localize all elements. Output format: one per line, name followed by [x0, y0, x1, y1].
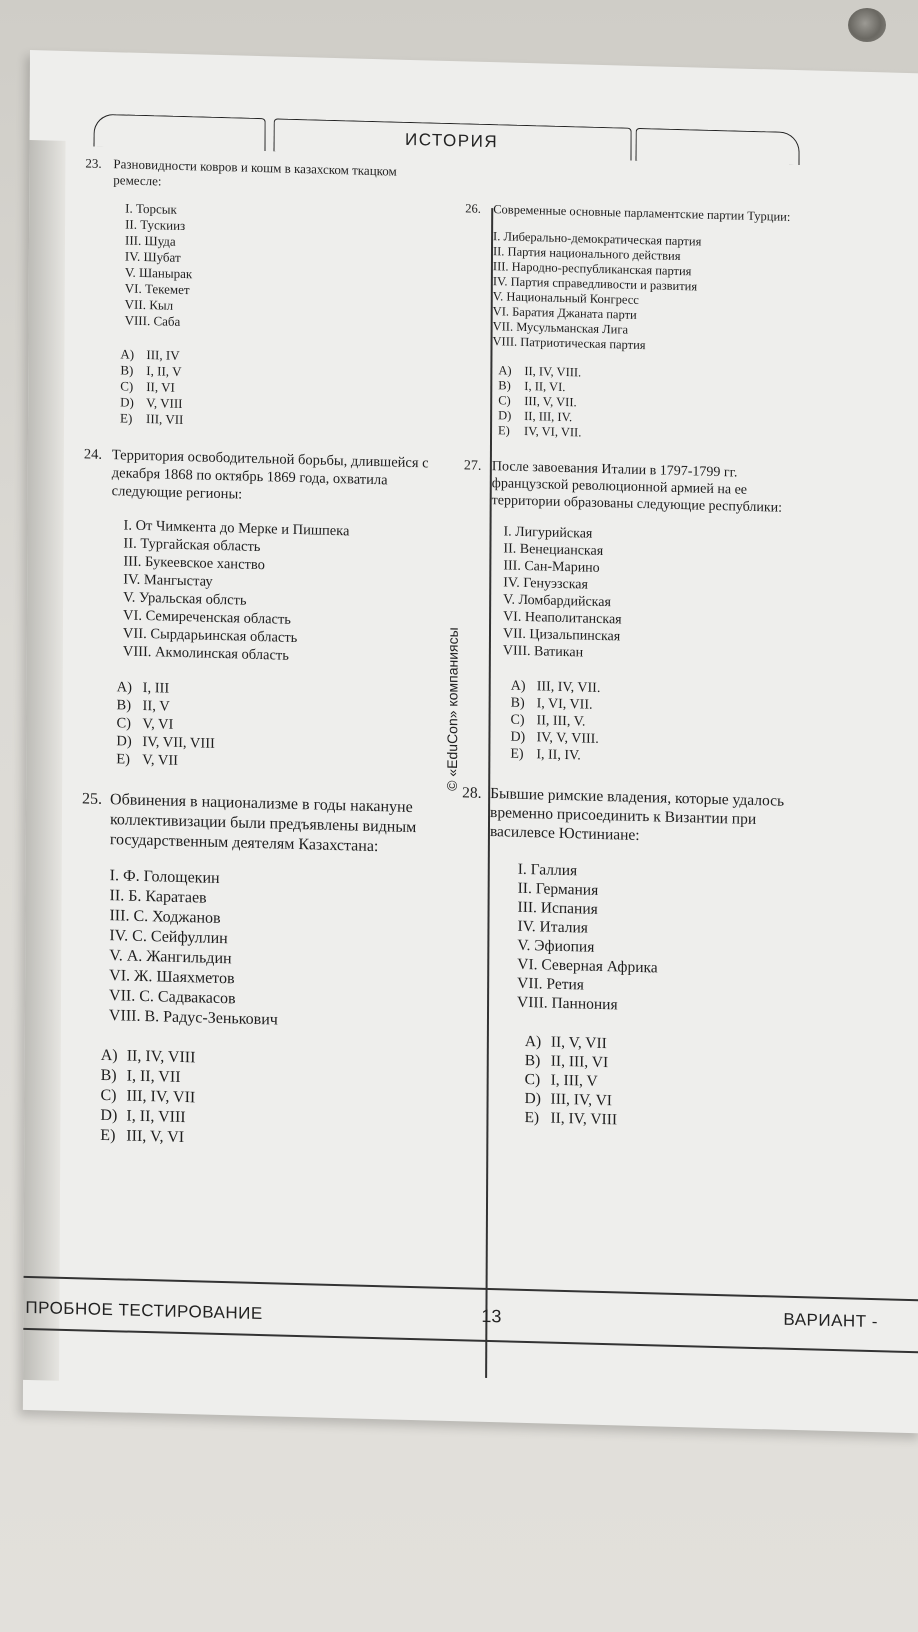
pushpin — [848, 8, 886, 42]
question-text — [462, 783, 822, 849]
answer-letter: C) — [524, 1070, 541, 1089]
list-item: VI. Северная Африка — [517, 955, 658, 977]
answer-letter: D) — [120, 394, 134, 410]
question-prompt: После завоевания Италии в 1797-1799 гг. французской революционной армией на ее территории образованы следующие республики: — [491, 459, 783, 516]
list-item: VI. Текемет — [124, 280, 190, 298]
list-item: I. Торсык — [125, 200, 177, 217]
header-tab-right — [635, 128, 799, 165]
header-tab-left — [94, 114, 266, 151]
answer-letter: B) — [120, 362, 134, 378]
answer-letter: C) — [510, 712, 525, 728]
list-item: III. С. Ходжанов — [109, 907, 221, 928]
answer-value: II, IV, VIII. — [524, 363, 582, 380]
answer-letter: A) — [120, 346, 135, 362]
answer-letter: C) — [100, 1086, 117, 1105]
question-number: 27. — [463, 458, 482, 474]
list-item: I. Либерально-демократическая партия — [493, 229, 702, 249]
answer-value: III, IV — [146, 347, 180, 363]
answer-letter: B) — [116, 697, 132, 714]
list-item: III. Испания — [517, 898, 598, 918]
answer-letter: B) — [524, 1051, 541, 1070]
question-25 — [80, 789, 472, 1155]
question-text — [464, 457, 824, 517]
option-list — [503, 523, 824, 667]
answer-letter: E) — [498, 423, 510, 438]
answer-value: I, II, VI. — [524, 378, 566, 395]
answer-value: III, V, VII. — [524, 393, 577, 410]
question-text — [465, 201, 825, 225]
answer-letter: D) — [498, 408, 512, 423]
list-item: III. Сан-Марино — [503, 558, 600, 576]
question-text — [85, 155, 475, 197]
list-item: II. Тургайская область — [123, 535, 261, 556]
list-item: IV. Италия — [517, 917, 588, 937]
list-item: VI. Ж. Шаяхметов — [109, 967, 235, 988]
option-list — [492, 229, 825, 358]
answer-value: I, VI, VII. — [536, 696, 593, 713]
list-item: IV. Мангыстау — [123, 571, 213, 590]
answer-value: II, V, VII — [550, 1033, 607, 1053]
list-item: VI. Семиреченская область — [123, 607, 291, 628]
answer-letter: A) — [498, 363, 512, 378]
list-item: V. А. Жангильдин — [109, 947, 232, 968]
question-number: 23. — [85, 155, 102, 171]
list-item: II. Тускииз — [125, 216, 186, 234]
answer-letter: B) — [498, 378, 511, 393]
list-item: II. Венецианская — [503, 541, 604, 560]
answer-list — [498, 363, 824, 447]
list-item: VIII. Акмолинская область — [122, 643, 289, 664]
list-item: VIII. В. Радус-Зенькович — [108, 1007, 278, 1029]
answer-value: I, II, IV. — [536, 747, 581, 764]
list-item: VIII. Саба — [124, 312, 181, 329]
list-item: VII. Мусульманская Лига — [492, 319, 629, 337]
answer-letter: D) — [116, 733, 132, 750]
answer-value: V, VI — [142, 715, 174, 733]
question-number: 26. — [465, 201, 481, 216]
answer-list — [116, 678, 472, 777]
list-item: II. Германия — [517, 879, 599, 899]
answer-value: III, V, VI — [126, 1127, 185, 1147]
answer-letter: B) — [510, 695, 525, 711]
answer-value: II, IV, VIII — [550, 1109, 618, 1129]
answer-value: II, III, VI — [550, 1052, 609, 1072]
question-prompt: Разновидности ковров и кошм в казахском ткацком ремесле: — [113, 156, 397, 189]
question-number: 28. — [462, 784, 482, 802]
list-item: I. Лигурийская — [503, 524, 593, 542]
answer-letter: B) — [100, 1066, 117, 1085]
list-item: V. Шанырак — [124, 264, 193, 282]
answer-letter: A) — [100, 1046, 118, 1065]
list-item: I. От Чимкента до Мерке и Пишпека — [123, 517, 350, 540]
question-text — [82, 789, 472, 859]
left-column — [80, 155, 475, 1169]
list-item: V. Национальный Конгресс — [492, 289, 639, 307]
list-item: VII. С. Садвакасов — [109, 987, 236, 1008]
list-item: VII. Цизальпинская — [502, 626, 621, 645]
right-column — [460, 201, 825, 1148]
answer-value: II, III, IV. — [524, 408, 573, 425]
answer-letter: A) — [116, 679, 133, 696]
question-28 — [460, 783, 822, 1134]
answer-letter: E) — [100, 1126, 116, 1145]
answer-list — [100, 1046, 471, 1156]
question-prompt: Бывшие римские владения, которые удалось временно присоединить к Византии при василевсе Юстиниане: — [489, 785, 785, 844]
page-number: 13 — [481, 1305, 502, 1327]
question-prompt: Современные основные парламентские партии Турции: — [493, 202, 791, 224]
answer-list — [510, 678, 822, 771]
question-number: 24. — [83, 446, 103, 463]
answer-value: III, IV, VII. — [536, 679, 601, 696]
copyright-watermark: © «EduCon» компаниясы — [444, 623, 461, 795]
list-item: V. Ломбардийская — [503, 592, 611, 611]
list-item: VIII. Паннония — [517, 993, 618, 1014]
footer-rule-bottom — [23, 1328, 918, 1353]
answer-value: III, VII — [146, 411, 184, 428]
question-text — [84, 445, 474, 509]
list-item: V. Уральская облсть — [123, 589, 247, 609]
answer-list — [120, 346, 474, 435]
answer-letter: E) — [116, 751, 131, 768]
list-item: IV. С. Сейфуллин — [109, 927, 228, 948]
list-item: VII. Ретия — [517, 974, 584, 994]
list-item: IV. Генуэзская — [503, 575, 589, 593]
list-item: VI. Неаполитанская — [503, 609, 622, 628]
answer-letter: C) — [498, 393, 511, 408]
list-item: I. Ф. Голощекин — [109, 867, 220, 887]
answer-value: IV, VI, VII. — [524, 423, 582, 440]
answer-letter: E) — [510, 746, 524, 762]
answer-letter: A) — [524, 1032, 542, 1051]
answer-letter: D) — [510, 729, 526, 745]
answer-letter: E) — [524, 1108, 540, 1127]
option-list — [125, 200, 476, 337]
question-prompt: Обвинения в национализме в годы накануне коллективизации были предъявлены видным государственным деятелям Казахстана: — [109, 791, 417, 856]
answer-letter: A) — [510, 678, 526, 694]
list-item: IV. Партия справедливости и развития — [492, 274, 698, 294]
answer-letter: E) — [120, 410, 133, 426]
answer-value: II, V — [142, 697, 170, 715]
answer-value: II, III, V. — [536, 713, 586, 730]
answer-letter: C) — [120, 378, 134, 394]
question-26 — [464, 201, 825, 446]
list-item: VI. Баратия Джаната парти — [492, 304, 637, 322]
list-item: VIII. Патриотическая партия — [492, 334, 646, 353]
answer-value: II, VI — [146, 379, 175, 395]
answer-letter: D) — [100, 1106, 118, 1125]
list-item: III. Шуда — [124, 232, 176, 249]
list-item: III. Народно-республиканская партия — [492, 259, 692, 279]
option-list — [517, 860, 822, 1020]
answer-value: I, II, VII — [126, 1067, 181, 1086]
question-number: 25. — [82, 790, 103, 808]
question-prompt: Территория освободительной борьбы, длившейся с декабря 1868 по октябрь 1869 года, охватила следующие регионы: — [111, 447, 429, 503]
question-23 — [84, 155, 475, 435]
answer-value: IV, VII, VIII — [142, 733, 215, 752]
list-item: V. Эфиопия — [517, 936, 595, 956]
answer-letter: D) — [524, 1089, 541, 1108]
list-item: II. Партия национального действия — [492, 244, 681, 264]
list-item: VII. Кыл — [124, 296, 174, 313]
list-item: VIII. Ватикан — [502, 643, 584, 661]
list-item: IV. Шубат — [124, 248, 181, 265]
list-item: I. Галлия — [517, 860, 578, 880]
question-24 — [82, 445, 474, 777]
test-page — [23, 50, 918, 1433]
variant-label: ВАРИАНТ - — [783, 1309, 879, 1332]
answer-value: I, II, VIII — [126, 1107, 186, 1127]
footer-title: ПРОБНОЕ ТЕСТИРОВАНИЕ — [25, 1297, 263, 1324]
footer-rule-top — [24, 1276, 918, 1301]
answer-value: IV, V, VIII. — [536, 730, 599, 747]
answer-value: III, IV, VI — [550, 1090, 613, 1110]
answer-value: V, VII — [142, 751, 179, 769]
option-list — [123, 516, 474, 669]
answer-value: III, IV, VII — [126, 1087, 196, 1107]
answer-value: I, II, V — [146, 363, 182, 379]
answer-value: II, IV, VIII — [126, 1047, 196, 1067]
list-item: III. Букеевское ханство — [123, 553, 265, 574]
question-27 — [462, 457, 824, 770]
answer-value: V, VIII — [146, 395, 183, 411]
list-item: II. Б. Каратаев — [109, 887, 207, 907]
option-list — [109, 866, 472, 1035]
answer-letter: C) — [116, 715, 132, 732]
answer-value: I, III — [142, 679, 170, 697]
answer-list — [524, 1032, 820, 1135]
subject-title: ИСТОРИЯ — [404, 129, 499, 152]
list-item: VII. Сырдарьинская область — [122, 625, 298, 647]
binding-edge — [23, 140, 65, 1381]
answer-value: I, III, V — [550, 1071, 598, 1090]
